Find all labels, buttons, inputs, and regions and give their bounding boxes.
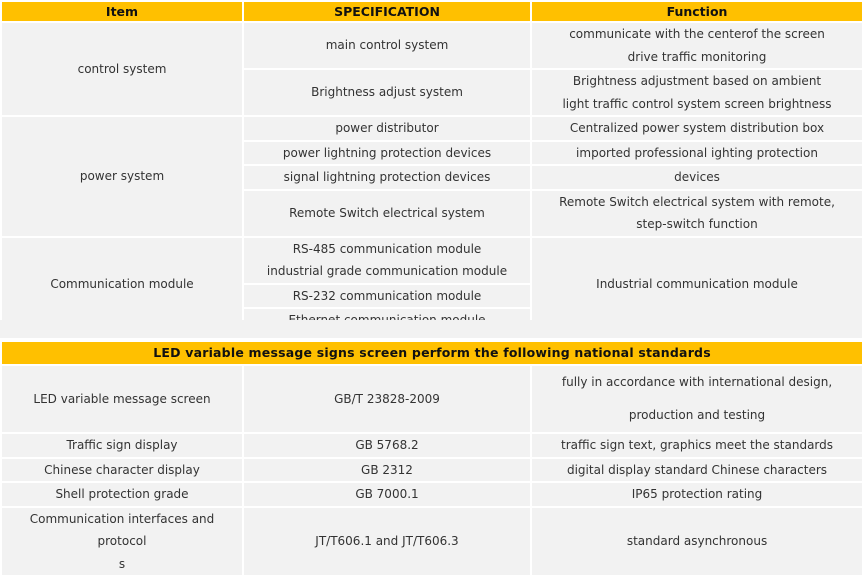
header-function: Function	[531, 1, 863, 22]
item-communication-module: Communication module	[1, 237, 243, 333]
item-control-system: control system	[1, 22, 243, 116]
standard-code: GB 2312	[243, 458, 531, 483]
standards-banner: LED variable message signs screen perform the following national standards	[1, 341, 863, 365]
item-line: s	[118, 556, 126, 571]
standard-item	[1, 507, 243, 577]
function-cell	[531, 22, 863, 69]
standard-item: LED variable message screen	[1, 365, 243, 433]
spec-cell: main control system	[243, 22, 531, 69]
table-row	[1, 433, 863, 458]
standards-banner-row	[1, 341, 863, 365]
table-row	[1, 507, 863, 577]
spec-cell: RS-232 communication module	[243, 284, 531, 309]
standards-table	[0, 340, 863, 577]
function-cell: Industrial communication module	[531, 237, 863, 333]
header-item: Item	[1, 1, 243, 22]
function-line: fully in accordance with international design,	[561, 375, 833, 389]
function-cell: traffic sign text, graphics meet the standards	[531, 433, 863, 458]
table-row	[1, 237, 863, 284]
spec-cell: Brightness adjust system	[243, 69, 531, 116]
function-cell: imported professional ighting protection	[531, 141, 863, 166]
spec-cell: Remote Switch electrical system	[243, 190, 531, 237]
function-line: light traffic control system screen brightness	[562, 96, 832, 111]
spacer-row	[0, 320, 862, 338]
function-cell: standard asynchronous	[531, 507, 863, 577]
standard-code: GB 5768.2	[243, 433, 531, 458]
function-line: Remote Switch electrical system with remote,	[559, 194, 835, 209]
standard-item: Chinese character display	[1, 458, 243, 483]
function-line: step-switch function	[636, 217, 758, 231]
function-cell: devices	[531, 165, 863, 190]
spec-line: industrial grade communication module	[266, 264, 508, 278]
table-row	[1, 22, 863, 69]
function-cell	[531, 69, 863, 116]
spec-line: RS-485 communication module	[292, 241, 482, 256]
function-line: production and testing	[628, 408, 766, 422]
function-cell: digital display standard Chinese characters	[531, 458, 863, 483]
table-row	[1, 365, 863, 433]
item-power-system: power system	[1, 116, 243, 237]
function-line: drive traffic monitoring	[627, 49, 767, 64]
function-cell: IP65 protection rating	[531, 482, 863, 507]
spec-cell: signal lightning protection devices	[243, 165, 531, 190]
item-line: Communication interfaces and protocol	[29, 511, 215, 548]
function-cell: Centralized power system distribution box	[531, 116, 863, 141]
standard-item: Traffic sign display	[1, 433, 243, 458]
spec-cell: power distributor	[243, 116, 531, 141]
table-row	[1, 482, 863, 507]
table-row	[1, 116, 863, 141]
header-specification: SPECIFICATION	[243, 1, 531, 22]
spec-cell	[243, 237, 531, 284]
standard-code: GB 7000.1	[243, 482, 531, 507]
standard-code: JT/T606.1 and JT/T606.3	[243, 507, 531, 577]
header-row	[1, 1, 863, 22]
function-line: communicate with the centerof the screen	[569, 27, 825, 41]
function-cell	[531, 190, 863, 237]
standard-code: GB/T 23828-2009	[243, 365, 531, 433]
function-cell	[531, 365, 863, 433]
function-line: Brightness adjustment based on ambient	[572, 74, 822, 88]
standard-item: Shell protection grade	[1, 482, 243, 507]
spec-cell: power lightning protection devices	[243, 141, 531, 166]
table-row	[1, 458, 863, 483]
